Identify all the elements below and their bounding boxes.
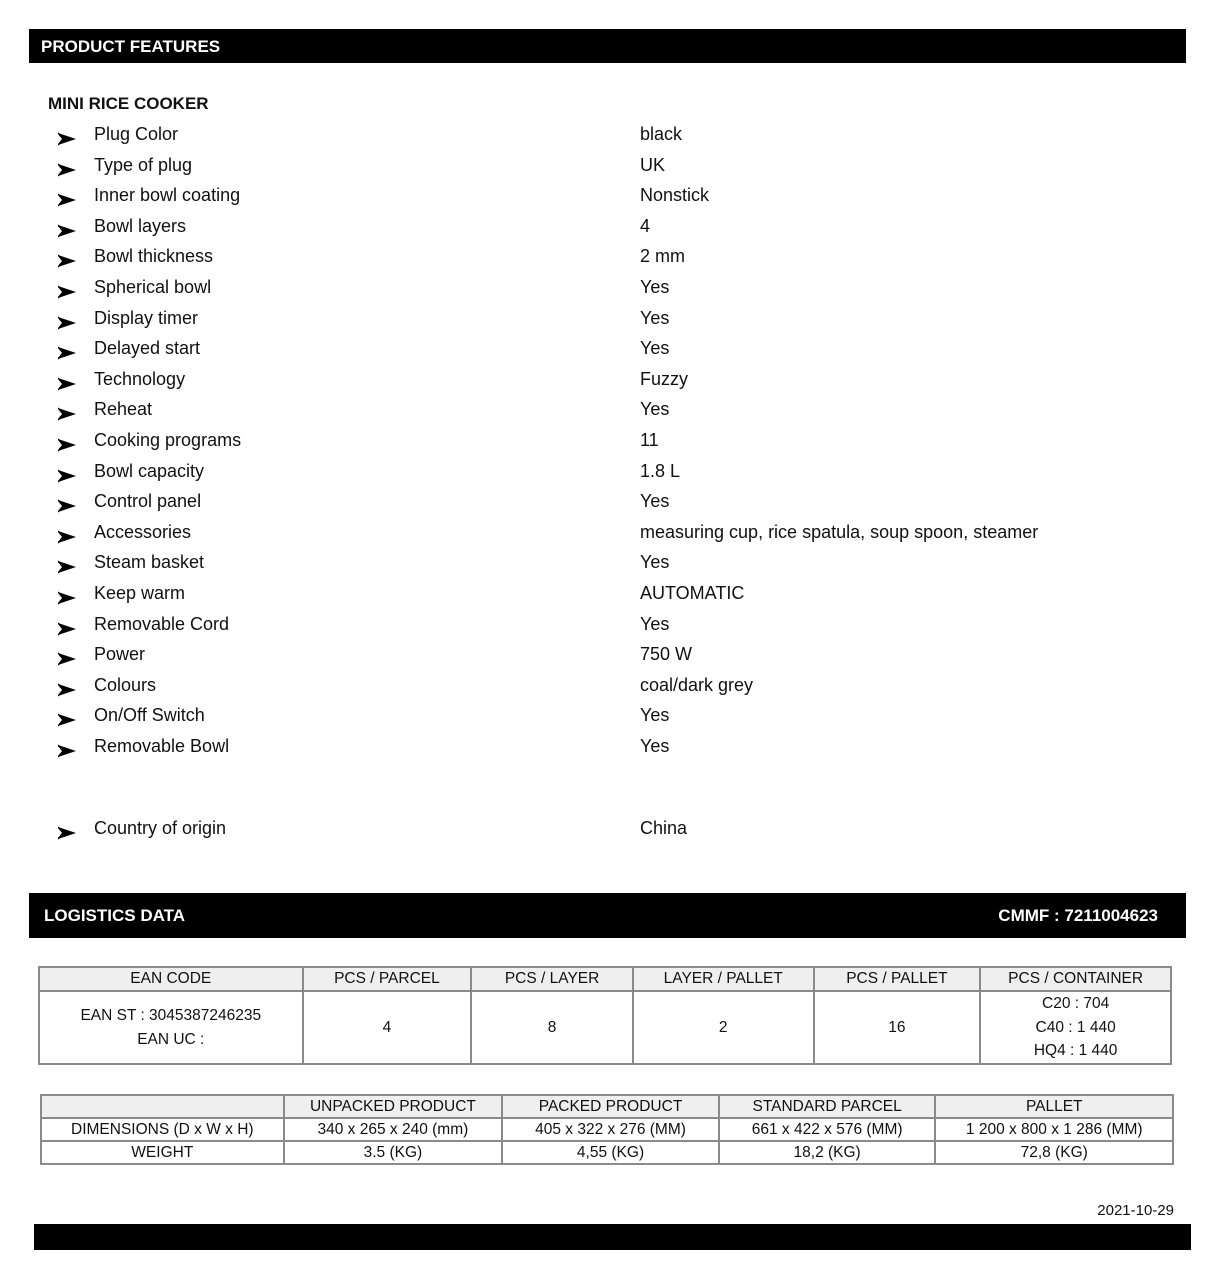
feature-label: Spherical bowl xyxy=(94,277,212,297)
feature-label: Technology xyxy=(94,368,186,389)
cmmf-code: CMMF : 7211004623 xyxy=(998,906,1158,925)
feature-row xyxy=(0,395,1214,423)
dims-packed: 405 x 322 x 276 (MM) xyxy=(502,1118,719,1141)
feature-label: On/Off Switch xyxy=(94,705,205,726)
arrow-bullet-icon xyxy=(58,432,76,446)
feature-value: Nonstick xyxy=(640,185,710,206)
layer-pallet-value: 2 xyxy=(633,991,814,1064)
container-cell xyxy=(980,991,1171,1064)
feature-value: measuring cup, rice spatula, soup spoon, steamer xyxy=(640,521,1039,542)
feature-label: Inner bowl coating xyxy=(94,185,241,206)
feature-row xyxy=(0,304,1214,332)
arrow-bullet-icon xyxy=(58,646,76,660)
header-standard-parcel: STANDARD PARCEL xyxy=(719,1095,936,1118)
dims-pallet: 1 200 x 800 x 1 286 (MM) xyxy=(935,1118,1173,1141)
feature-row xyxy=(0,548,1214,576)
feature-value: UK xyxy=(640,154,666,175)
arrow-bullet-icon xyxy=(58,401,76,415)
feature-row xyxy=(0,640,1214,668)
arrow-bullet-icon xyxy=(58,218,76,232)
arrow-bullet-icon xyxy=(58,371,76,385)
header-pallet: PALLET xyxy=(935,1095,1173,1118)
weight-pallet: 72,8 (KG) xyxy=(935,1141,1173,1164)
logistics-header xyxy=(29,893,1186,938)
feature-row xyxy=(0,151,1214,179)
feature-value: 4 xyxy=(640,215,651,236)
feature-row xyxy=(0,334,1214,362)
feature-value: 2 mm xyxy=(640,246,685,267)
feature-row xyxy=(0,426,1214,454)
feature-row xyxy=(0,212,1214,240)
arrow-bullet-icon xyxy=(58,463,76,477)
header-blank xyxy=(41,1095,284,1118)
arrow-bullet-icon xyxy=(58,340,76,354)
weight-standard-parcel: 18,2 (KG) xyxy=(719,1141,936,1164)
feature-value: Yes xyxy=(640,613,670,634)
feature-label: Country of origin xyxy=(94,818,227,838)
feature-row xyxy=(0,701,1214,729)
arrow-bullet-icon xyxy=(58,157,76,171)
feature-value: Yes xyxy=(640,277,670,297)
feature-value: Yes xyxy=(640,705,670,726)
pcs-parcel-value: 4 xyxy=(303,991,472,1064)
feature-value: China xyxy=(640,818,688,838)
header-layer-pallet: LAYER / PALLET xyxy=(633,967,814,991)
print-date: 2021-10-29 xyxy=(1097,1202,1174,1219)
feature-value: Yes xyxy=(640,552,670,573)
weight-packed: 4,55 (KG) xyxy=(502,1141,719,1164)
feature-row xyxy=(0,579,1214,607)
product-name: MINI RICE COOKER xyxy=(48,94,209,113)
pcs-pallet-value: 16 xyxy=(814,991,981,1064)
feature-label: Cooking programs xyxy=(94,430,242,450)
dimensions-row xyxy=(41,1118,1173,1141)
feature-label: Bowl layers xyxy=(94,215,187,236)
ean-uc: EAN UC : xyxy=(137,1030,205,1048)
weight-row xyxy=(41,1141,1173,1164)
feature-row xyxy=(0,732,1214,760)
arrow-bullet-icon xyxy=(58,707,76,721)
header-pcs-pallet: PCS / PALLET xyxy=(814,967,981,991)
container-hq4: HQ4 : 1 440 xyxy=(1033,1042,1118,1060)
feature-value: Yes xyxy=(640,307,670,328)
container-c40: C40 : 1 440 xyxy=(1035,1018,1116,1036)
arrow-bullet-icon xyxy=(58,279,76,293)
product-features-title: PRODUCT FEATURES xyxy=(41,37,221,56)
feature-value: Yes xyxy=(640,399,670,420)
ean-cell xyxy=(39,991,303,1064)
feature-row xyxy=(0,487,1214,515)
header-pcs-container: PCS / CONTAINER xyxy=(980,967,1171,991)
logistics-data-row xyxy=(39,991,1171,1064)
feature-row xyxy=(0,457,1214,485)
dimensions-header-row xyxy=(41,1095,1173,1118)
arrow-bullet-icon xyxy=(58,493,76,507)
weight-unpacked: 3.5 (KG) xyxy=(284,1141,503,1164)
feature-label: Control panel xyxy=(94,491,202,512)
container-c20: C20 : 704 xyxy=(1042,995,1110,1013)
logistics-header-row xyxy=(39,967,1171,991)
arrow-bullet-icon xyxy=(58,585,76,599)
feature-row xyxy=(0,181,1214,209)
arrow-bullet-icon xyxy=(58,310,76,324)
feature-value: Yes xyxy=(640,736,670,756)
pcs-layer-value: 8 xyxy=(471,991,633,1064)
feature-value: 11 xyxy=(640,430,659,450)
feature-row xyxy=(0,671,1214,699)
feature-value: black xyxy=(640,124,683,144)
feature-value: Fuzzy xyxy=(640,368,689,389)
feature-label: Bowl thickness xyxy=(94,246,214,267)
feature-label: Delayed start xyxy=(94,338,201,359)
feature-value: 1.8 L xyxy=(640,460,681,481)
feature-row xyxy=(0,242,1214,270)
header-packed: PACKED PRODUCT xyxy=(502,1095,719,1118)
product-features-header xyxy=(29,29,1186,63)
arrow-bullet-icon xyxy=(58,738,76,752)
arrow-bullet-icon xyxy=(58,616,76,630)
header-ean-code: EAN CODE xyxy=(39,967,303,991)
arrow-bullet-icon xyxy=(58,554,76,568)
feature-label: Removable Cord xyxy=(94,613,230,634)
feature-value: AUTOMATIC xyxy=(640,583,745,603)
feature-label: Bowl capacity xyxy=(94,460,205,481)
dims-standard-parcel: 661 x 422 x 576 (MM) xyxy=(719,1118,936,1141)
feature-value: Yes xyxy=(640,338,670,359)
feature-label: Display timer xyxy=(94,307,199,328)
feature-row xyxy=(0,610,1214,638)
feature-label: Keep warm xyxy=(94,583,186,603)
feature-label: Type of plug xyxy=(94,154,193,175)
feature-label: Colours xyxy=(94,674,157,695)
dimensions-label: DIMENSIONS (D x W x H) xyxy=(41,1118,284,1141)
feature-label: Power xyxy=(94,644,146,665)
dimensions-table xyxy=(40,1094,1174,1165)
logistics-table xyxy=(38,966,1172,1065)
header-unpacked: UNPACKED PRODUCT xyxy=(284,1095,503,1118)
header-pcs-layer: PCS / LAYER xyxy=(471,967,633,991)
ean-st: EAN ST : 3045387246235 xyxy=(80,1007,262,1024)
feature-row xyxy=(0,120,1214,148)
dims-unpacked: 340 x 265 x 240 (mm) xyxy=(284,1118,503,1141)
footer-bar xyxy=(34,1224,1191,1250)
logistics-title: LOGISTICS DATA xyxy=(44,906,186,925)
arrow-bullet-icon xyxy=(58,248,76,262)
feature-label: Steam basket xyxy=(94,552,205,573)
arrow-bullet-icon xyxy=(58,187,76,201)
weight-label: WEIGHT xyxy=(41,1141,284,1164)
feature-row xyxy=(0,518,1214,546)
feature-value: coal/dark grey xyxy=(640,674,754,695)
feature-label: Removable Bowl xyxy=(94,736,230,756)
feature-row xyxy=(0,365,1214,393)
arrow-bullet-icon xyxy=(58,524,76,538)
feature-label: Accessories xyxy=(94,521,192,542)
feature-row xyxy=(0,273,1214,301)
arrow-bullet-icon xyxy=(58,677,76,691)
arrow-bullet-icon xyxy=(58,126,76,140)
header-pcs-parcel: PCS / PARCEL xyxy=(303,967,472,991)
feature-row xyxy=(0,814,1214,842)
feature-value: 750 W xyxy=(640,644,693,665)
feature-label: Plug Color xyxy=(94,124,179,144)
feature-label: Reheat xyxy=(94,399,153,420)
arrow-bullet-icon xyxy=(58,820,76,834)
feature-value: Yes xyxy=(640,491,670,512)
